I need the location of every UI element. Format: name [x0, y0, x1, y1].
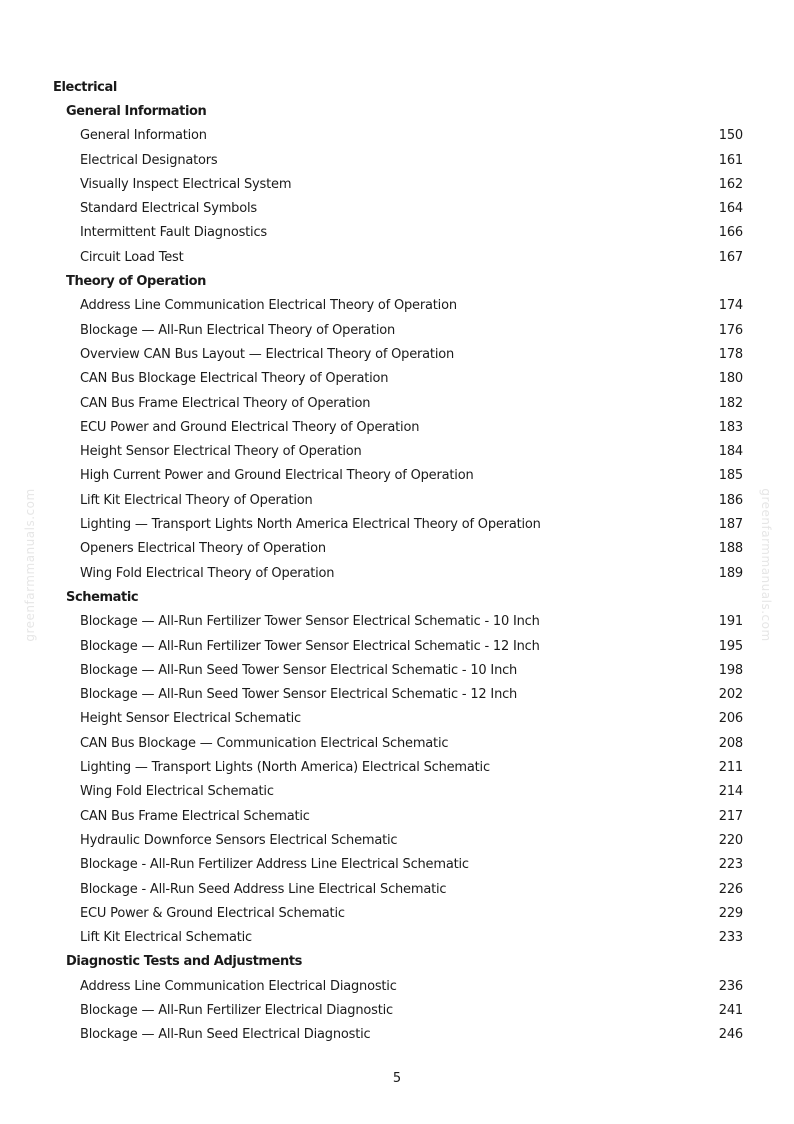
section-title: General Information — [66, 104, 207, 119]
toc-entry-title: Blockage — All-Run Electrical Theory of Operation — [80, 322, 396, 338]
toc-entry-title: Hydraulic Downforce Sensors Electrical Schematic — [80, 832, 398, 848]
toc-entry-page: 208 — [718, 735, 743, 751]
toc-entry-title: CAN Bus Blockage — Communication Electrical Schematic — [80, 735, 449, 751]
toc-entry-title: CAN Bus Frame Electrical Theory of Operation — [80, 395, 371, 411]
toc-entry[interactable] — [53, 489, 743, 513]
toc-entry-page: 176 — [718, 322, 743, 338]
toc-entry[interactable] — [53, 756, 743, 780]
toc-entry-title: Lighting — Transport Lights North America Electrical Theory of Operation — [80, 517, 541, 533]
toc-entry[interactable] — [53, 319, 743, 343]
toc-entry-page: 233 — [718, 930, 743, 946]
toc-entry[interactable] — [53, 149, 743, 173]
toc-entry-page: 183 — [718, 419, 743, 435]
toc-entry[interactable] — [53, 537, 743, 561]
chapter-title: Electrical — [53, 80, 117, 95]
toc-entry-page: 167 — [718, 249, 743, 265]
toc-entry[interactable] — [53, 367, 743, 391]
toc-entry-page: 166 — [718, 225, 743, 241]
toc-entry[interactable] — [53, 392, 743, 416]
toc-entry-page: 189 — [718, 565, 743, 581]
toc-entry-page: 162 — [718, 176, 743, 192]
toc-entry-title: Blockage — All-Run Seed Electrical Diagnostic — [80, 1027, 371, 1043]
toc-entry[interactable] — [53, 732, 743, 756]
toc-entry-title: Address Line Communication Electrical Diagnostic — [80, 978, 397, 994]
toc-entry-page: 180 — [718, 371, 743, 387]
toc-entry[interactable] — [53, 975, 743, 999]
toc-entry-page: 186 — [718, 492, 743, 508]
toc-entry-page: 246 — [718, 1027, 743, 1043]
toc-entry-page: 211 — [718, 760, 743, 776]
toc-entry-page: 202 — [718, 687, 743, 703]
toc-entry[interactable] — [53, 829, 743, 853]
toc-entry-page: 226 — [718, 881, 743, 897]
toc-entry[interactable] — [53, 1023, 743, 1047]
toc-entry[interactable] — [53, 610, 743, 634]
toc-entry-title: Circuit Load Test — [80, 249, 184, 265]
toc-entry-page: 178 — [718, 346, 743, 362]
toc-entry-page: 195 — [718, 638, 743, 654]
toc-entry-title: Blockage - All-Run Fertilizer Address Line Electrical Schematic — [80, 857, 469, 873]
toc-entry[interactable] — [53, 562, 743, 586]
toc-entry-title: Height Sensor Electrical Schematic — [80, 711, 302, 727]
toc-entry[interactable] — [53, 173, 743, 197]
toc-entry[interactable] — [53, 926, 743, 950]
toc-entry-title: General Information — [80, 128, 207, 144]
section-title: Schematic — [66, 589, 139, 605]
toc-entry[interactable] — [53, 853, 743, 877]
toc-entry-title: CAN Bus Blockage Electrical Theory of Operation — [80, 371, 389, 387]
toc-entry-title: Blockage — All-Run Fertilizer Tower Sensor Electrical Schematic - 10 Inch — [80, 614, 540, 630]
toc-entry[interactable] — [53, 221, 743, 245]
toc-entry-page: 174 — [718, 298, 743, 314]
toc-entry[interactable] — [53, 878, 743, 902]
toc-entry[interactable] — [53, 294, 743, 318]
toc-entry-page: 236 — [718, 978, 743, 994]
toc-entry-title: Wing Fold Electrical Theory of Operation — [80, 565, 335, 581]
toc-entry-page: 164 — [718, 201, 743, 217]
toc-entry[interactable] — [53, 197, 743, 221]
toc-entry-title: Standard Electrical Symbols — [80, 201, 257, 217]
section-title: Theory of Operation — [66, 274, 207, 290]
toc-entry[interactable] — [53, 513, 743, 537]
toc-entry-title: Lift Kit Electrical Theory of Operation — [80, 492, 313, 508]
toc-entry-title: Electrical Designators — [80, 152, 218, 168]
toc-entry[interactable] — [53, 805, 743, 829]
toc-entry[interactable] — [53, 780, 743, 804]
toc-entry-title: Visually Inspect Electrical System — [80, 176, 292, 192]
toc-entry-title: Blockage — All-Run Fertilizer Tower Sensor Electrical Schematic - 12 Inch — [80, 638, 540, 654]
watermark-right: greenfarmmanuals.com — [759, 488, 773, 642]
section-title: Diagnostic Tests and Adjustments — [66, 954, 302, 970]
page-number: 5 — [392, 1071, 402, 1086]
toc-entry-title: CAN Bus Frame Electrical Schematic — [80, 808, 310, 824]
toc-entry[interactable] — [53, 635, 743, 659]
toc-entry-page: 220 — [718, 832, 743, 848]
toc-entry-page: 150 — [718, 128, 743, 144]
toc-entry-title: ECU Power & Ground Electrical Schematic — [80, 905, 345, 921]
toc-entry[interactable] — [53, 902, 743, 926]
toc-entry[interactable] — [53, 464, 743, 488]
toc-entry-title: Lift Kit Electrical Schematic — [80, 930, 253, 946]
toc-entry-page: 191 — [718, 614, 743, 630]
toc-entry-title: Overview CAN Bus Layout — Electrical Theory of Operation — [80, 346, 455, 362]
table-of-contents — [53, 76, 743, 1048]
toc-entry[interactable] — [53, 707, 743, 731]
toc-entry-page: 223 — [718, 857, 743, 873]
toc-entry-title: Height Sensor Electrical Theory of Operation — [80, 444, 362, 460]
toc-entry-page: 214 — [718, 784, 743, 800]
toc-entry-page: 217 — [718, 808, 743, 824]
toc-entry-page: 206 — [718, 711, 743, 727]
toc-entry-page: 229 — [718, 905, 743, 921]
toc-entry-title: Address Line Communication Electrical Theory of Operation — [80, 298, 457, 314]
toc-entry-title: Blockage — All-Run Seed Tower Sensor Electrical Schematic - 10 Inch — [80, 662, 518, 678]
toc-entry-page: 161 — [718, 152, 743, 168]
toc-entry-page: 188 — [718, 541, 743, 557]
toc-entry-title: ECU Power and Ground Electrical Theory of Operation — [80, 419, 420, 435]
toc-entry[interactable] — [53, 343, 743, 367]
toc-entry-page: 185 — [718, 468, 743, 484]
toc-entry-title: Intermittent Fault Diagnostics — [80, 225, 267, 241]
toc-entry-page: 198 — [718, 662, 743, 678]
toc-entry-page: 187 — [718, 517, 743, 533]
toc-entry[interactable] — [53, 416, 743, 440]
toc-entry-title: Blockage — All-Run Seed Tower Sensor Electrical Schematic - 12 Inch — [80, 687, 518, 703]
toc-entry-title: Lighting — Transport Lights (North America) Electrical Schematic — [80, 760, 490, 776]
toc-entry-title: Blockage - All-Run Seed Address Line Electrical Schematic — [80, 881, 447, 897]
toc-entry-page: 241 — [718, 1002, 743, 1018]
toc-entry[interactable] — [53, 999, 743, 1023]
toc-entry[interactable] — [53, 124, 743, 148]
toc-entry-title: Wing Fold Electrical Schematic — [80, 784, 274, 800]
toc-entry-title: Blockage — All-Run Fertilizer Electrical Diagnostic — [80, 1002, 393, 1018]
toc-entry[interactable] — [53, 659, 743, 683]
toc-entry-title: Openers Electrical Theory of Operation — [80, 541, 326, 557]
toc-entry-title: High Current Power and Ground Electrical Theory of Operation — [80, 468, 474, 484]
toc-entry[interactable] — [53, 440, 743, 464]
toc-entry-page: 182 — [718, 395, 743, 411]
toc-entry[interactable] — [53, 246, 743, 270]
watermark-left: greenfarmmanuals.com — [23, 488, 37, 642]
toc-entry[interactable] — [53, 683, 743, 707]
toc-entry-page: 184 — [718, 444, 743, 460]
